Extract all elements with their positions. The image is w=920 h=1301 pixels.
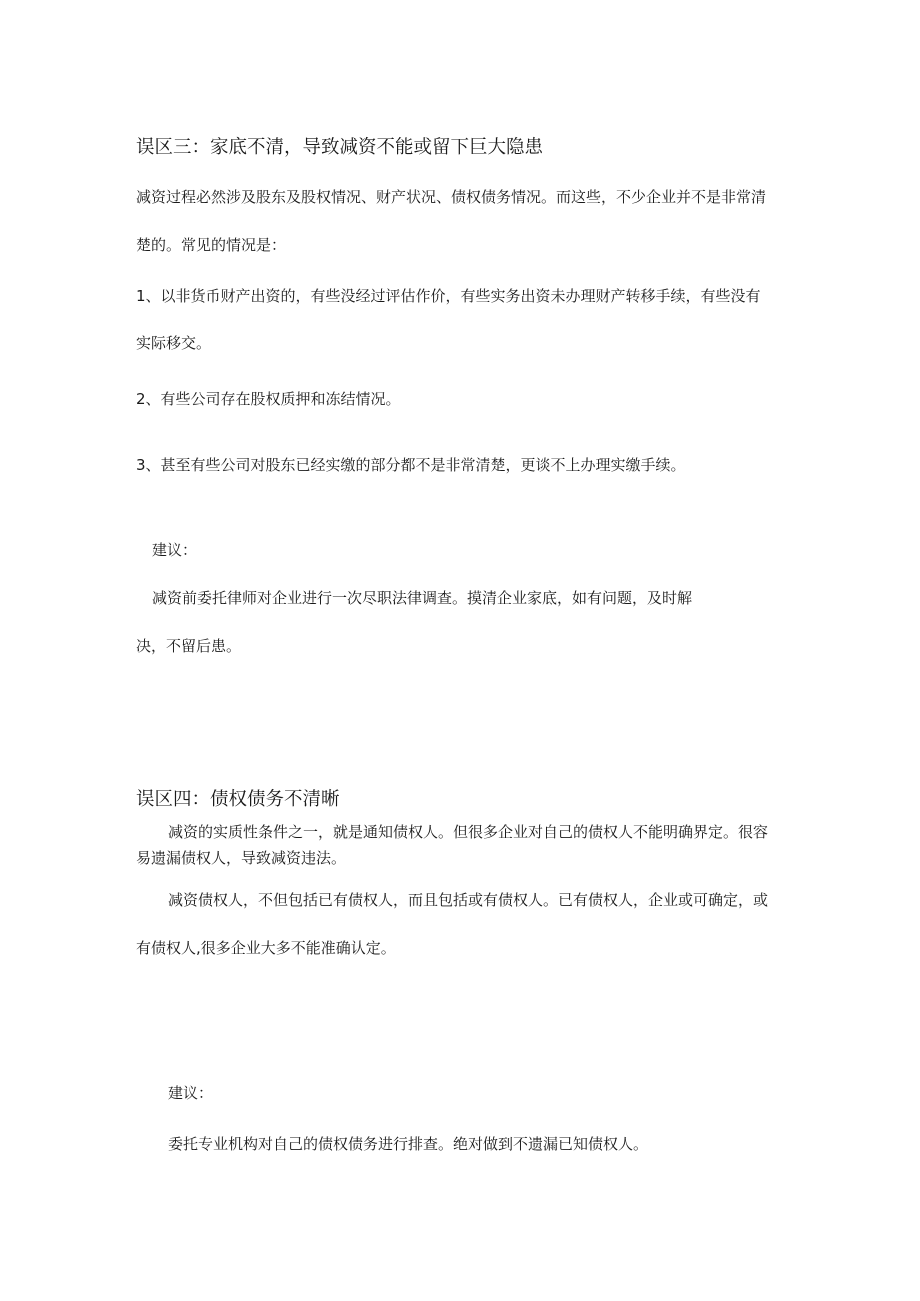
section-4-para-1-line-2: 易遗漏债权人，导致减资违法。 (136, 849, 347, 867)
section-3-item-2: 2、有些公司存在股权质押和冻结情况。 (136, 390, 401, 408)
section-3-intro-line-1: 减资过程必然涉及股东及股权情况、财产状况、债权债务情况。而这些，不少企业并不是非常清 (136, 188, 767, 206)
section-3-item-1-line-2: 实际移交。 (136, 334, 212, 352)
section-3-heading: 误区三：家底不清，导致减资不能或留下巨大隐患 (136, 137, 544, 158)
section-3-advice-line-1: 减资前委托律师对企业进行一次尽职法律调查。摸清企业家底，如有问题，及时解 (152, 589, 693, 607)
section-3-intro-line-2: 楚的。常见的情况是： (136, 236, 287, 254)
section-4-para-2-line-2: 有债权人,很多企业大多不能准确认定。 (136, 939, 396, 957)
section-4-para-1-line-1: 减资的实质性条件之一，就是通知债权人。但很多企业对自己的债权人不能明确界定。很容 (168, 823, 769, 841)
section-4-advice-text: 委托专业机构对自己的债权债务进行排查。绝对做到不遗漏已知债权人。 (168, 1135, 649, 1153)
section-3-advice-label: 建议： (152, 541, 198, 559)
section-4-para-2-line-1: 减资债权人，不但包括已有债权人，而且包括或有债权人。已有债权人，企业或可确定，或 (168, 891, 769, 909)
section-3-item-3: 3、甚至有些公司对股东已经实缴的部分都不是非常清楚，更谈不上办理实缴手续。 (136, 456, 686, 474)
section-3-advice-line-2: 决，不留后患。 (136, 637, 242, 655)
section-4-heading: 误区四：债权债务不清晰 (136, 789, 340, 810)
section-3-item-1-line-1: 1、以非货币财产出资的，有些没经过评估作价，有些实务出资未办理财产转移手续，有些没有 (136, 287, 761, 305)
section-4-advice-label: 建议： (168, 1084, 214, 1102)
